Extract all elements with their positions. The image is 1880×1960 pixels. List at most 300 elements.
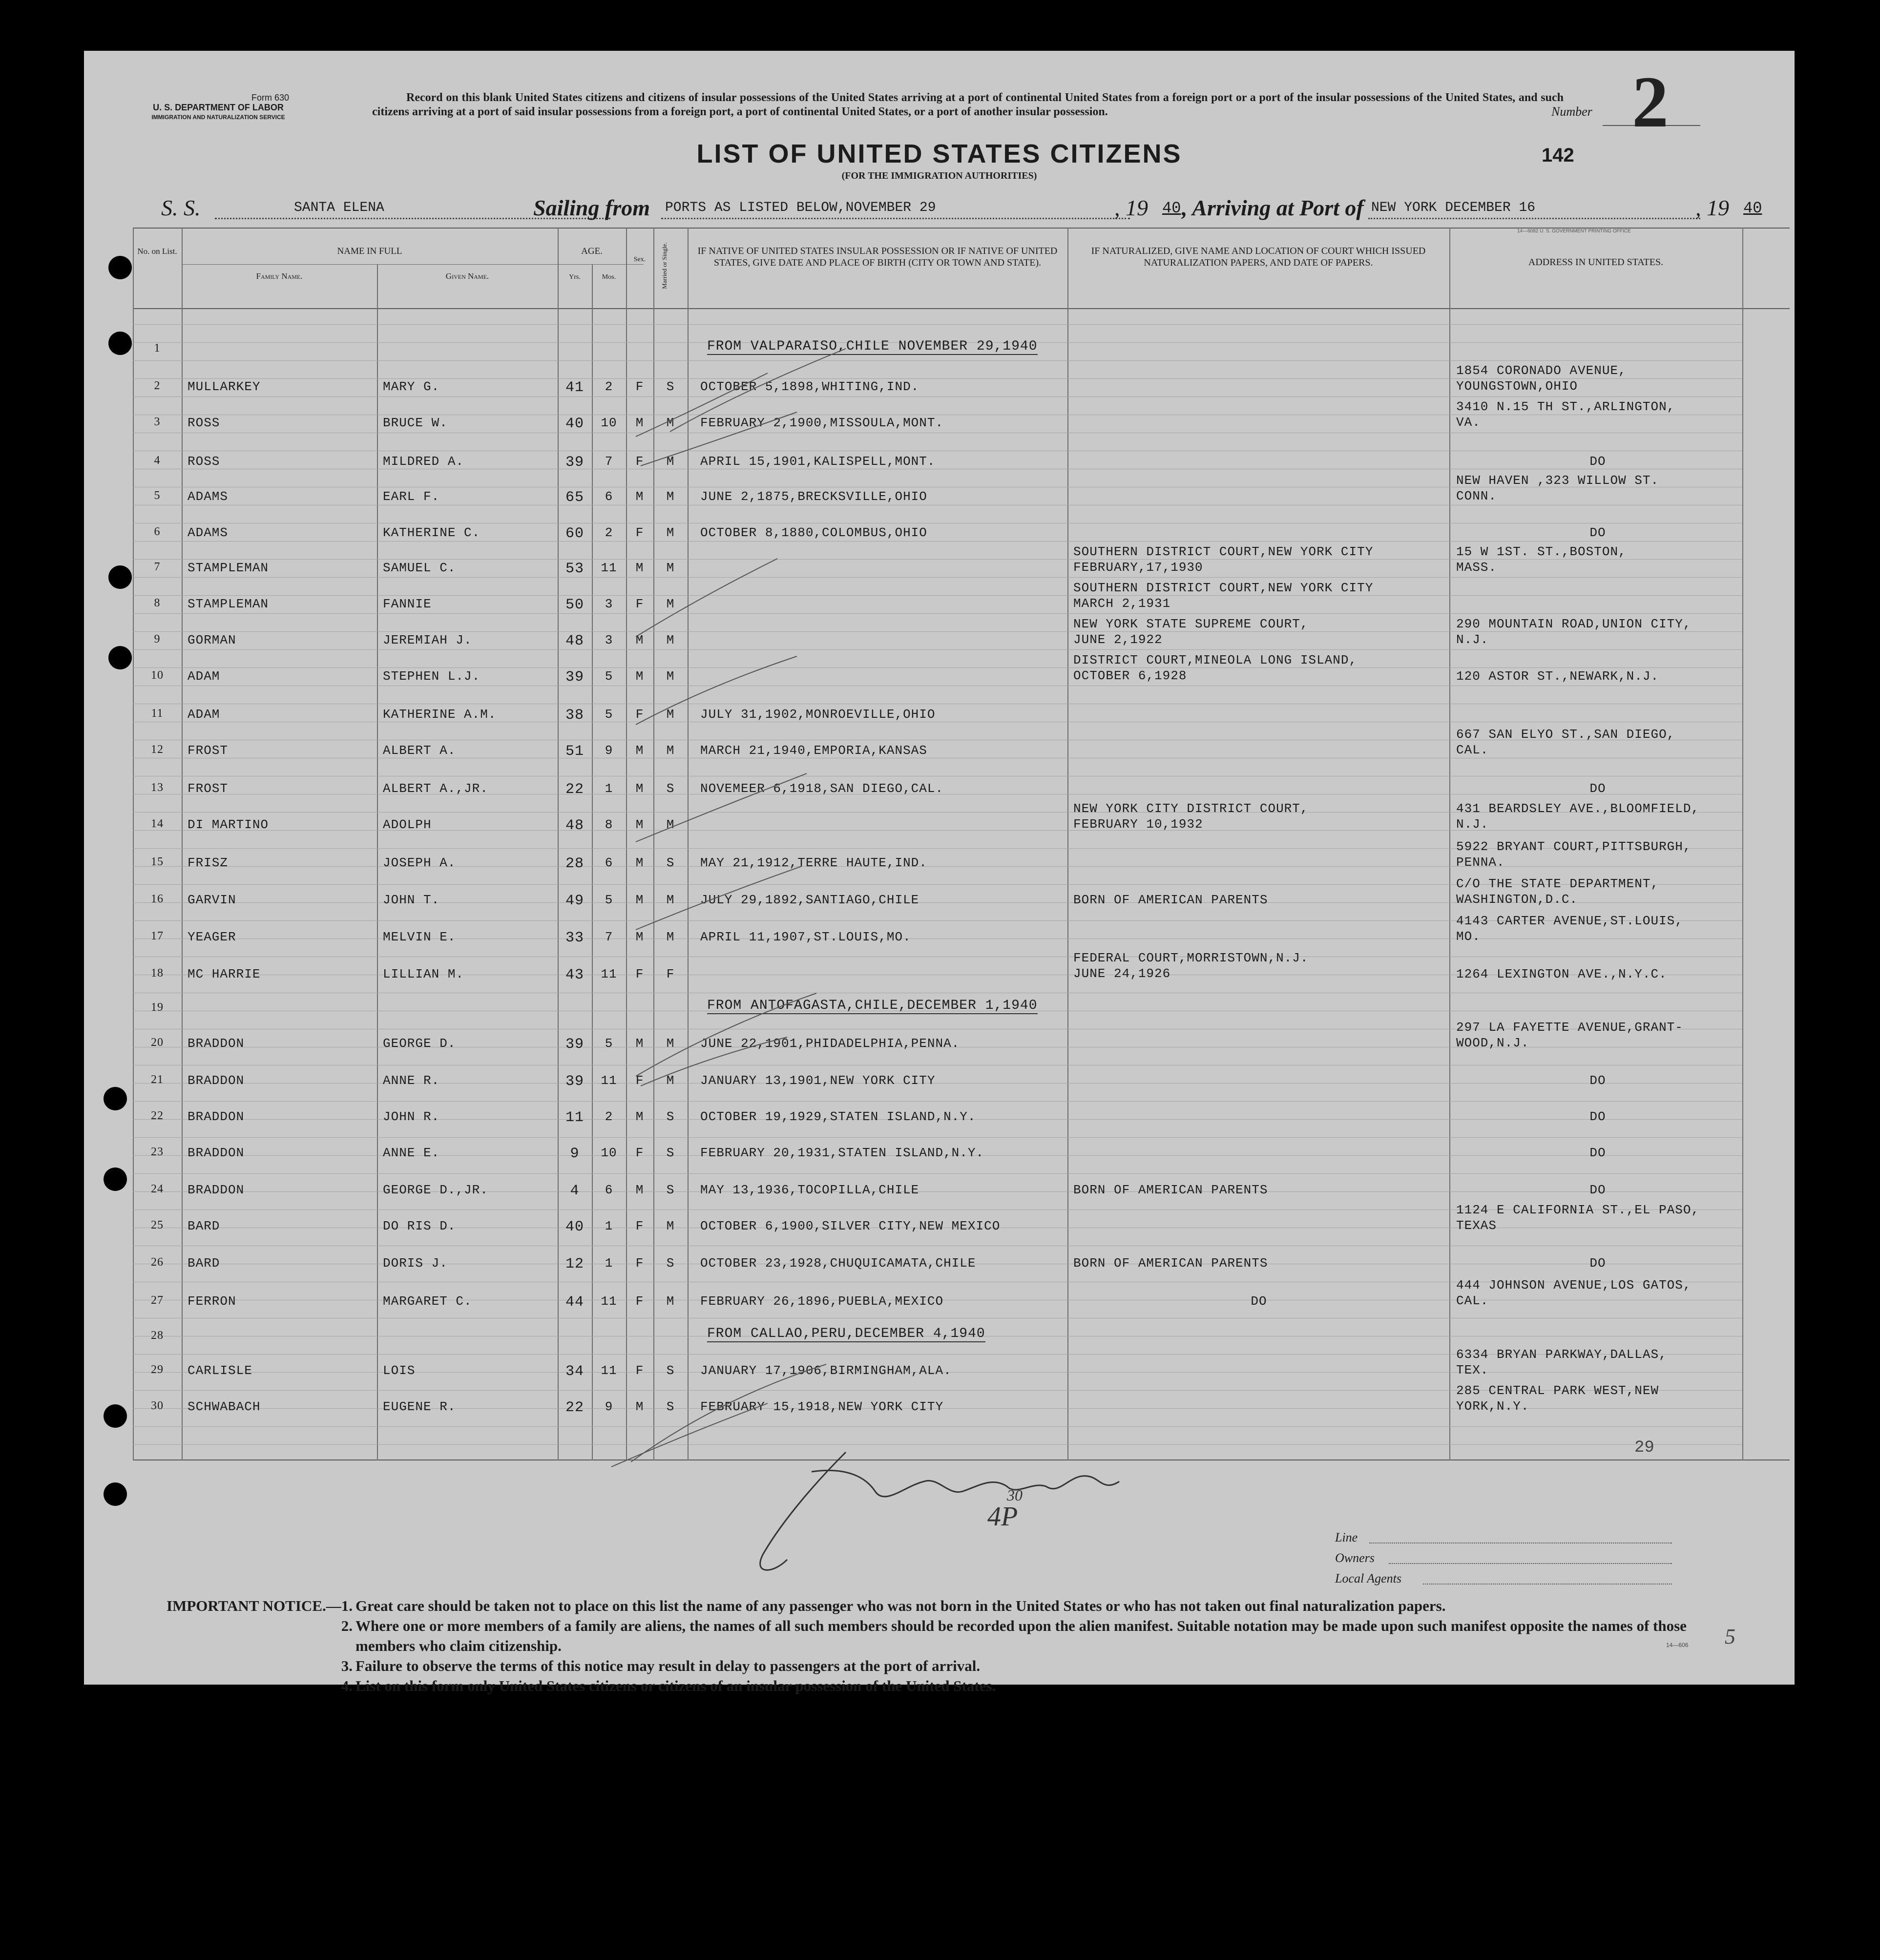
birth-info: JUNE 22,1901,PHIDADELPHIA,PENNA. xyxy=(700,1036,960,1051)
us-address: 120 ASTOR ST.,NEWARK,N.J. xyxy=(1456,669,1659,684)
col-border-left xyxy=(133,228,134,1460)
initials-a: 30 xyxy=(1007,1486,1023,1504)
naturalization-info: SOUTHERN DISTRICT COURT,NEW YORK CITY MARCH 2,1931 xyxy=(1073,581,1374,611)
family-name: ROSS xyxy=(188,454,220,469)
naturalization-info: BORN OF AMERICAN PARENTS xyxy=(1073,1256,1268,1271)
header-family-name: Family Name. xyxy=(256,271,303,281)
us-address: DO xyxy=(1589,1109,1606,1124)
marital-status: S xyxy=(666,1146,675,1160)
age-years: 53 xyxy=(565,561,584,577)
sex: M xyxy=(635,743,644,758)
sex: M xyxy=(635,1036,644,1051)
family-name: BRADDON xyxy=(188,1036,245,1051)
given-name: FANNIE xyxy=(383,597,432,611)
birth-info: OCTOBER 19,1929,STATEN ISLAND,N.Y. xyxy=(700,1109,976,1124)
marital-status: S xyxy=(666,1363,675,1378)
row-number: 22 xyxy=(151,1109,164,1122)
age-months: 6 xyxy=(605,1183,613,1197)
age-months: 11 xyxy=(601,967,617,981)
col-border-nat xyxy=(1449,228,1450,1460)
age-years: 9 xyxy=(570,1146,580,1162)
row-number: 25 xyxy=(151,1219,164,1231)
marital-status: S xyxy=(666,1183,675,1197)
row-number: 14 xyxy=(151,817,164,830)
col-border-birth xyxy=(1067,228,1068,1460)
row-number: 4 xyxy=(154,454,161,467)
given-name: BRUCE W. xyxy=(383,416,448,430)
given-name: ALBERT A. xyxy=(383,743,456,758)
initials-b: 4P xyxy=(987,1501,1018,1532)
age-months: 1 xyxy=(605,1219,613,1233)
table-top-border xyxy=(133,228,1790,229)
us-address: 1264 LEXINGTON AVE.,N.Y.C. xyxy=(1456,967,1667,981)
page-subtitle: (FOR THE IMMIGRATION AUTHORITIES) xyxy=(841,170,1037,181)
given-name: EUGENE R. xyxy=(383,1399,456,1414)
age-years: 38 xyxy=(565,707,584,724)
sex: F xyxy=(635,597,644,611)
us-address: 290 MOUNTAIN ROAD,UNION CITY, N.J. xyxy=(1456,617,1692,647)
given-name: EARL F. xyxy=(383,489,440,504)
marital-status: S xyxy=(666,1399,675,1414)
given-name: JOSEPH A. xyxy=(383,855,456,870)
us-address: 444 JOHNSON AVENUE,LOS GATOS, CAL. xyxy=(1456,1278,1692,1308)
family-name: YEAGER xyxy=(188,930,236,944)
age-years: 43 xyxy=(565,967,584,983)
birth-info: MAY 13,1936,TOCOPILLA,CHILE xyxy=(700,1183,919,1197)
section-heading: FROM VALPARAISO,CHILE NOVEMBER 29,1940 xyxy=(707,339,1038,354)
marital-status: M xyxy=(666,707,675,722)
age-years: 48 xyxy=(565,633,584,649)
family-name: STAMPLEMAN xyxy=(188,597,269,611)
birth-info: FEBRUARY 15,1918,NEW YORK CITY xyxy=(700,1399,944,1414)
col-border-given xyxy=(558,228,559,1460)
printer-mark: 14—6082 U. S. GOVERNMENT PRINTING OFFICE xyxy=(1517,229,1631,234)
age-months: 5 xyxy=(605,893,613,907)
row-rule xyxy=(133,595,1742,596)
family-name: BARD xyxy=(188,1256,220,1271)
us-address: 297 LA FAYETTE AVENUE,GRANT- WOOD,N.J. xyxy=(1456,1020,1683,1050)
age-years: 44 xyxy=(565,1294,584,1311)
us-address: DO xyxy=(1589,454,1606,469)
arriving-value: NEW YORK DECEMBER 16 xyxy=(1371,200,1536,215)
given-name: MARY G. xyxy=(383,379,440,394)
age-months: 2 xyxy=(605,379,613,394)
given-name: DORIS J. xyxy=(383,1256,448,1271)
given-name: KATHERINE C. xyxy=(383,525,480,540)
sex: M xyxy=(635,781,644,796)
marital-status: M xyxy=(666,1219,675,1233)
age-years: 4 xyxy=(570,1183,580,1199)
age-months: 9 xyxy=(605,1399,613,1414)
family-name: ADAM xyxy=(188,669,220,684)
header-address: ADDRESS IN UNITED STATES. xyxy=(1528,257,1664,268)
form-number: Form 630 xyxy=(251,93,289,103)
age-years: 51 xyxy=(565,743,584,760)
row-number: 23 xyxy=(151,1146,164,1158)
birth-info: OCTOBER 23,1928,CHUQUICAMATA,CHILE xyxy=(700,1256,976,1271)
sex: F xyxy=(635,1294,644,1309)
row-rule xyxy=(133,1173,1742,1174)
sex: F xyxy=(635,379,644,394)
marital-status: F xyxy=(666,967,675,981)
tick-stroke xyxy=(636,559,777,637)
age-months: 11 xyxy=(601,1073,617,1088)
age-months: 2 xyxy=(605,525,613,540)
corner-mark: 5 xyxy=(1725,1625,1735,1648)
notice-item-1: Great care should be taken not to place on this list the name of any passenger who was not born in the United States or who has not taken out final naturalization papers. xyxy=(355,1597,1446,1614)
sex: M xyxy=(635,633,644,647)
row-number: 29 xyxy=(151,1363,164,1376)
sex: M xyxy=(635,1109,644,1124)
us-address: 667 SAN ELYO ST.,SAN DIEGO, CAL. xyxy=(1456,727,1675,757)
row-rule xyxy=(133,577,1742,578)
header-mos: Mos. xyxy=(602,273,616,281)
family-name: BARD xyxy=(188,1219,220,1233)
row-number: 30 xyxy=(151,1399,164,1412)
family-name: DI MARTINO xyxy=(188,817,269,832)
age-months: 5 xyxy=(605,707,613,722)
binder-hole xyxy=(104,1404,127,1428)
family-name: SCHWABACH xyxy=(188,1399,261,1414)
sex: M xyxy=(635,1183,644,1197)
row-number: 27 xyxy=(151,1294,164,1307)
given-name: JOHN R. xyxy=(383,1109,440,1124)
us-address: 1854 CORONADO AVENUE, YOUNGSTOWN,OHIO xyxy=(1456,363,1627,394)
birth-info: NOVEMEER 6,1918,SAN DIEGO,CAL. xyxy=(700,781,944,796)
birth-info: FEBRUARY 2,1900,MISSOULA,MONT. xyxy=(700,416,944,430)
age-months: 5 xyxy=(605,669,613,684)
given-name: MILDRED A. xyxy=(383,454,464,469)
birth-info: JANUARY 13,1901,NEW YORK CITY xyxy=(700,1073,936,1088)
notice-heading: IMPORTANT NOTICE.—1. xyxy=(167,1597,353,1614)
row-number: 11 xyxy=(151,707,164,720)
family-name: BRADDON xyxy=(188,1146,245,1160)
number-value: 2 xyxy=(1632,62,1669,143)
age-months: 6 xyxy=(605,489,613,504)
page-number: 142 xyxy=(1542,145,1574,166)
marital-status: S xyxy=(666,781,675,796)
row-number: 17 xyxy=(151,930,164,942)
birth-info: APRIL 11,1907,ST.LOUIS,MO. xyxy=(700,930,911,944)
binder-hole xyxy=(104,1087,127,1110)
birth-info: OCTOBER 8,1880,COLOMBUS,OHIO xyxy=(700,525,927,540)
age-years: 39 xyxy=(565,454,584,471)
age-months: 10 xyxy=(601,1146,617,1160)
marital-status: M xyxy=(666,1073,675,1088)
family-name: FRISZ xyxy=(188,855,229,870)
us-address: 5922 BRYANT COURT,PITTSBURGH, PENNA. xyxy=(1456,839,1692,870)
age-years: 28 xyxy=(565,855,584,872)
us-address: NEW HAVEN ,323 WILLOW ST. CONN. xyxy=(1456,473,1659,503)
row-rule xyxy=(133,613,1742,614)
row-number: 1 xyxy=(154,342,161,354)
age-months: 2 xyxy=(605,1109,613,1124)
birth-info: JUNE 2,1875,BRECKSVILLE,OHIO xyxy=(700,489,927,504)
tick-stroke xyxy=(636,656,797,725)
header-birth: IF NATIVE OF UNITED STATES INSULAR POSSESSION OR IF NATIVE OF UNITED STATES, GIVE DATE AND PLACE OF BIRTH (CITY OR TOWN AND STATE). xyxy=(697,246,1058,268)
sex: M xyxy=(635,416,644,430)
age-years: 22 xyxy=(565,1399,584,1416)
age-years: 49 xyxy=(565,893,584,909)
header-married: Married or Single. xyxy=(661,242,668,289)
age-months: 6 xyxy=(605,855,613,870)
header-age: AGE. xyxy=(581,246,603,256)
family-name: ADAMS xyxy=(188,525,229,540)
age-years: 34 xyxy=(565,1363,584,1380)
sex: M xyxy=(635,561,644,575)
row-number: 10 xyxy=(151,669,164,682)
row-number: 6 xyxy=(154,525,161,538)
sex: F xyxy=(635,1073,644,1088)
header-bottom-border xyxy=(133,308,1790,309)
row-rule xyxy=(133,667,1742,668)
page-title: LIST OF UNITED STATES CITIZENS xyxy=(696,139,1182,168)
sex: M xyxy=(635,817,644,832)
sex: M xyxy=(635,489,644,504)
age-years: 11 xyxy=(565,1109,584,1126)
us-address: DO xyxy=(1589,1256,1606,1271)
row-rule xyxy=(133,541,1742,542)
family-name: BRADDON xyxy=(188,1073,245,1088)
us-address: 1124 E CALIFORNIA ST.,EL PASO, TEXAS xyxy=(1456,1203,1700,1233)
owners-label: Owners xyxy=(1335,1551,1375,1565)
age-months: 11 xyxy=(601,1363,617,1378)
family-name: CARLISLE xyxy=(188,1363,252,1378)
ship-name: SANTA ELENA xyxy=(294,200,384,215)
number-label: Number xyxy=(1551,104,1592,119)
row-number: 12 xyxy=(151,743,164,756)
family-name: ADAMS xyxy=(188,489,229,504)
marital-status: M xyxy=(666,416,675,430)
naturalization-info: NEW YORK STATE SUPREME COURT, JUNE 2,1922 xyxy=(1073,617,1309,647)
row-number: 19 xyxy=(151,1001,164,1014)
local-agents-label: Local Agents xyxy=(1335,1571,1402,1585)
us-address: 285 CENTRAL PARK WEST,NEW YORK,N.Y. xyxy=(1456,1383,1659,1414)
header-given-name: Given Name. xyxy=(445,271,489,281)
form-info xyxy=(138,93,299,122)
birth-info: MARCH 21,1940,EMPORIA,KANSAS xyxy=(700,743,927,758)
sail-year: 40 xyxy=(1162,199,1181,217)
marital-status: S xyxy=(666,1109,675,1124)
age-months: 7 xyxy=(605,454,613,469)
age-months: 1 xyxy=(605,1256,613,1271)
marital-status: S xyxy=(666,379,675,394)
given-name: JOHN T. xyxy=(383,893,440,907)
marital-status: M xyxy=(666,743,675,758)
age-months: 7 xyxy=(605,930,613,944)
row-number: 13 xyxy=(151,781,164,794)
us-address: DO xyxy=(1589,781,1606,796)
row-number: 20 xyxy=(151,1036,164,1049)
manifest-sheet xyxy=(84,51,1795,1694)
age-months: 11 xyxy=(601,1294,617,1309)
naturalization-info: SOUTHERN DISTRICT COURT,NEW YORK CITY FEBRUARY,17,1930 xyxy=(1073,544,1374,575)
marital-status: M xyxy=(666,930,675,944)
row-number: 28 xyxy=(151,1329,164,1342)
given-name: DO RIS D. xyxy=(383,1219,456,1233)
row-number: 7 xyxy=(154,561,161,573)
family-name: MC HARRIE xyxy=(188,967,261,981)
row-rule xyxy=(133,1137,1742,1138)
marital-status: M xyxy=(666,817,675,832)
marital-status: M xyxy=(666,597,675,611)
age-years: 40 xyxy=(565,1219,584,1235)
inspector-signature xyxy=(719,1423,1158,1589)
marital-status: S xyxy=(666,1256,675,1271)
birth-info: MAY 21,1912,TERRE HAUTE,IND. xyxy=(700,855,927,870)
marital-status: M xyxy=(666,893,675,907)
binder-hole xyxy=(108,256,132,279)
given-name: ALBERT A.,JR. xyxy=(383,781,488,796)
birth-info: OCTOBER 5,1898,WHITING,IND. xyxy=(700,379,919,394)
us-address: C/O THE STATE DEPARTMENT, WASHINGTON,D.C. xyxy=(1456,876,1659,907)
age-years: 65 xyxy=(565,489,584,506)
tally-count: 29 xyxy=(1634,1439,1654,1457)
age-months: 11 xyxy=(601,561,617,575)
birth-info: FEBRUARY 20,1931,STATEN ISLAND,N.Y. xyxy=(700,1146,984,1160)
record-instructions: Record on this blank United States citizens and citizens of insular possessions of the United States arriving at a port of continental United States from a foreign port or a port of the insular possessions of the United States, and such citizens arriving at a port of said insular possessions from a foreign port, a port of continental United States, or a port of another insular possession. xyxy=(372,91,1564,118)
age-years: 33 xyxy=(565,930,584,946)
header-no: No. on List. xyxy=(137,247,177,256)
us-address: 4143 CARTER AVENUE,ST.LOUIS, MO. xyxy=(1456,914,1683,944)
given-name: KATHERINE A.M. xyxy=(383,707,497,722)
us-address: 15 W 1ST. ST.,BOSTON, MASS. xyxy=(1456,544,1627,575)
binder-hole xyxy=(104,1482,127,1506)
age-months: 8 xyxy=(605,817,613,832)
given-name: STEPHEN L.J. xyxy=(383,669,480,684)
tick-stroke xyxy=(636,866,802,930)
age-years: 60 xyxy=(565,525,584,542)
us-address: DO xyxy=(1589,1146,1606,1160)
birth-info: JULY 31,1902,MONROEVILLE,OHIO xyxy=(700,707,936,722)
binder-hole xyxy=(108,646,132,669)
arriving-underline xyxy=(1368,218,1700,219)
sex: M xyxy=(635,930,644,944)
row-number: 24 xyxy=(151,1183,164,1195)
given-name: GEORGE D. xyxy=(383,1036,456,1051)
row-number: 5 xyxy=(154,489,161,502)
age-header-divider xyxy=(559,264,644,265)
row-rule xyxy=(133,324,1742,325)
birth-info: JANUARY 17,1906,BIRMINGHAM,ALA. xyxy=(700,1363,952,1378)
family-name: BRADDON xyxy=(188,1183,245,1197)
department-name: U. S. DEPARTMENT OF LABOR xyxy=(153,103,284,112)
col-border-family xyxy=(377,264,378,1460)
marital-status: M xyxy=(666,1036,675,1051)
family-name: FERRON xyxy=(188,1294,236,1309)
given-name: LILLIAN M. xyxy=(383,967,464,981)
age-years: 22 xyxy=(565,781,584,798)
marital-status: M xyxy=(666,489,675,504)
family-name: BRADDON xyxy=(188,1109,245,1124)
given-name: ANNE R. xyxy=(383,1073,440,1088)
row-number: 15 xyxy=(151,855,164,868)
naturalization-info: DISTRICT COURT,MINEOLA LONG ISLAND, OCTOBER 6,1928 xyxy=(1073,653,1358,683)
sailing-label: Sailing from xyxy=(533,195,650,220)
given-name: JEREMIAH J. xyxy=(383,633,472,647)
row-number: 9 xyxy=(154,633,161,646)
footer-mark: 14—606 xyxy=(1666,1642,1689,1648)
family-name: ROSS xyxy=(188,416,220,430)
naturalization-info: DO xyxy=(1251,1294,1267,1309)
us-address: 431 BEARDSLEY AVE.,BLOOMFIELD, N.J. xyxy=(1456,801,1700,832)
row-number: 8 xyxy=(154,597,161,609)
age-years: 39 xyxy=(565,1036,584,1053)
row-number: 18 xyxy=(151,967,164,980)
sex: F xyxy=(635,454,644,469)
sex: M xyxy=(635,893,644,907)
sex: M xyxy=(635,1399,644,1414)
row-rule xyxy=(133,396,1742,397)
age-years: 50 xyxy=(565,597,584,613)
given-name: ADOLPH xyxy=(383,817,432,832)
family-name: FROST xyxy=(188,781,229,796)
header-name-in-full: NAME IN FULL xyxy=(337,246,402,256)
notice-item-2: Where one or more members of a family are aliens, the names of all such members should be recorded upon the alien manifest. Suitable notation may be made upon such manifest opposite the names of those members who claim citizenship. xyxy=(355,1617,1687,1654)
us-address: DO xyxy=(1589,1073,1606,1088)
marital-status: M xyxy=(666,525,675,540)
age-months: 9 xyxy=(605,743,613,758)
age-years: 48 xyxy=(565,817,584,834)
col-border-addr xyxy=(1742,228,1743,1460)
marital-status: M xyxy=(666,1294,675,1309)
row-number: 2 xyxy=(154,379,161,392)
given-name: ANNE E. xyxy=(383,1146,440,1160)
row-rule xyxy=(133,360,1742,361)
tick-stroke xyxy=(641,1037,787,1086)
age-months: 1 xyxy=(605,781,613,796)
us-address: 3410 N.15 TH ST.,ARLINGTON, VA. xyxy=(1456,399,1675,430)
tick-stroke xyxy=(636,373,768,437)
us-address: DO xyxy=(1589,525,1606,540)
row-number: 3 xyxy=(154,416,161,428)
given-name: SAMUEL C. xyxy=(383,561,456,575)
marital-status: M xyxy=(666,633,675,647)
age-years: 39 xyxy=(565,1073,584,1090)
sex: M xyxy=(635,855,644,870)
section-heading: FROM ANTOFAGASTA,CHILE,DECEMBER 1,1940 xyxy=(707,998,1038,1013)
birth-info: OCTOBER 6,1900,SILVER CITY,NEW MEXICO xyxy=(700,1219,1001,1233)
important-notice: IMPORTANT NOTICE.—1. Great care should be taken not to place on this list the name of any passenger who was not born in the United States or who has not taken out final naturalization papers. 2. Where one or more members of a family are aliens, the names of all such members should be recorded upon the alien manifest. Suitable notation may be made upon such manifest opposite the names of those members who claim citizenship. 3. Failure to observe the terms of this notice may result in delay to passengers at the port of arrival. 4. List on this form only United States citizens or citizens of an insular possession of the United States. xyxy=(152,1596,1739,1696)
given-name: GEORGE D.,JR. xyxy=(383,1183,488,1197)
header-yrs: Yrs. xyxy=(569,273,581,281)
age-months: 3 xyxy=(605,633,613,647)
tick-stroke xyxy=(641,412,797,466)
sex: M xyxy=(635,669,644,684)
marital-status: S xyxy=(666,855,675,870)
given-name: MARGARET C. xyxy=(383,1294,472,1309)
birth-info: JULY 29,1892,SANTIAGO,CHILE xyxy=(700,893,919,907)
sex: F xyxy=(635,1146,644,1160)
family-name: ADAM xyxy=(188,707,220,722)
sail-year-prefix: , 19 xyxy=(1114,195,1148,220)
binder-hole xyxy=(104,1168,127,1191)
naturalization-info: BORN OF AMERICAN PARENTS xyxy=(1073,1183,1268,1197)
age-years: 12 xyxy=(565,1256,584,1272)
arr-year: 40 xyxy=(1743,199,1762,217)
col-border-no xyxy=(182,228,183,1460)
birth-info: APRIL 15,1901,KALISPELL,MONT. xyxy=(700,454,936,469)
notice-item-4: List on this form only United States citizens or citizens of an insular possession of the United States. xyxy=(355,1677,996,1694)
age-years: 39 xyxy=(565,669,584,686)
naturalization-info: FEDERAL COURT,MORRISTOWN,N.J. JUNE 24,1926 xyxy=(1073,951,1309,981)
marital-status: M xyxy=(666,454,675,469)
family-name: MULLARKEY xyxy=(188,379,261,394)
tick-stroke xyxy=(636,773,807,842)
tick-stroke xyxy=(636,993,816,1076)
line-label: Line xyxy=(1335,1530,1358,1544)
given-name: MELVIN E. xyxy=(383,930,456,944)
